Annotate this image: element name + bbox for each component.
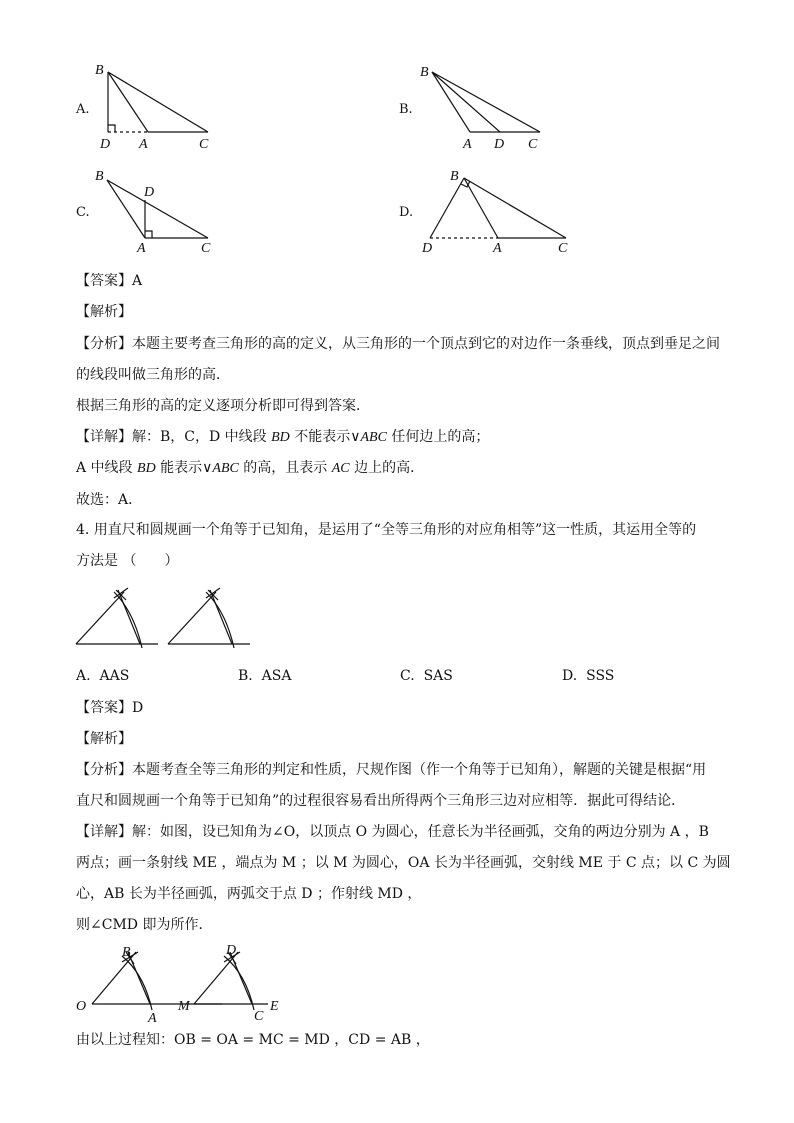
triangle-abc: ∨ABC — [350, 430, 387, 445]
point-a: A — [139, 137, 148, 152]
figure-q3-b — [418, 62, 548, 152]
q3-choose: 故选：A． — [76, 492, 143, 508]
figure-q4-labeled — [70, 938, 300, 1028]
q3-detail-line2 — [76, 458, 424, 479]
point-b: B — [95, 169, 104, 184]
point-a: A — [137, 241, 146, 256]
point-d: D — [422, 241, 433, 256]
q4-option-a — [76, 666, 129, 686]
segment-ac: AC — [331, 461, 350, 476]
q4-detail-line3: 心，AB 长为半径画弧，两弧交于点 D ；作射线 MD ， — [76, 886, 422, 902]
q4-option-c — [400, 666, 453, 686]
option-text: AAS — [99, 668, 130, 684]
segment-bd: BD — [137, 461, 156, 476]
text-segment: 任何边上的高； — [386, 429, 490, 445]
option-d-label: D. — [399, 205, 414, 220]
point-c: C — [199, 137, 209, 152]
point-a: A — [493, 241, 502, 256]
q3-answer: 【答案】A — [76, 273, 143, 289]
q4-detail-line4: 则∠CMD 即为所作． — [76, 917, 213, 933]
text-segment: A 中线段 — [76, 460, 138, 476]
point-a: A — [148, 1011, 157, 1026]
q4-conclusion: 由以上过程知：OB = OA = MC = MD ，CD = AB ， — [76, 1032, 430, 1048]
option-key: B. — [238, 668, 253, 684]
point-c: C — [254, 1009, 264, 1024]
option-b-label: B. — [399, 102, 413, 117]
option-key: D. — [562, 668, 578, 684]
q4-option-d — [562, 666, 614, 686]
q4-analysis-line2: 直尺和圆规画一个角等于已知角”的过程很容易看出所得两个三角形三边对应相等．据此可得结论． — [76, 793, 686, 809]
q4-answer: 【答案】D — [76, 700, 144, 716]
text-segment: 边上的高． — [349, 460, 425, 476]
point-b: B — [420, 65, 429, 80]
point-a: A — [463, 137, 472, 152]
q3-detail-line1 — [76, 427, 489, 448]
text-segment: 不能表示 — [289, 429, 351, 445]
point-c: C — [558, 241, 568, 256]
q4-analysis-heading: 【解析】 — [76, 731, 132, 747]
point-o: O — [76, 999, 87, 1014]
text-segment: 能表示 — [155, 460, 203, 476]
figure-q3-c — [95, 166, 225, 256]
point-d: D — [144, 185, 155, 200]
figure-q3-d — [418, 166, 578, 256]
q3-analysis-line2: 的线段叫做三角形的高． — [76, 367, 230, 383]
q4-stem-line1: 4. 用直尺和圆规画一个角等于已知角，是运用了“全等三角形的对应角相等”这一性质，其运用全等的 — [76, 522, 697, 538]
point-b: B — [450, 169, 459, 184]
option-text: SSS — [586, 668, 615, 684]
q4-analysis-line1: 【分析】本题考查全等三角形的判定和性质，尺规作图（作一个角等于已知角），解题的关键是根据“用 — [76, 762, 707, 778]
q4-detail-line1: 【详解】解：如图，设已知角为∠O，以顶点 O 为圆心，任意长为半径画弧，交角的两边分别为 A ，B — [76, 824, 709, 840]
option-key: A. — [76, 668, 91, 684]
point-d: D — [226, 943, 237, 958]
point-d: D — [100, 137, 111, 152]
point-b: B — [95, 63, 104, 78]
text-segment: 【详解】解：B，C，D 中线段 — [76, 429, 272, 445]
q4-option-b — [238, 666, 291, 686]
point-m: M — [178, 999, 190, 1014]
point-b: B — [122, 945, 131, 960]
text-segment: 的高，且表示 — [238, 460, 332, 476]
q3-analysis-heading: 【解析】 — [76, 304, 132, 320]
q3-analysis-line3: 根据三角形的高的定义逐项分析即可得到答案． — [76, 398, 370, 414]
point-e: E — [270, 999, 279, 1014]
option-c-label: C. — [76, 205, 90, 220]
segment-bd: BD — [271, 430, 290, 445]
q3-analysis-line1: 【分析】本题主要考查三角形的高的定义，从三角形的一个顶点到它的对边作一条垂线，顶点到垂足之间 — [76, 336, 720, 352]
triangle-abc: ∨ABC — [202, 461, 239, 476]
option-a-label: A. — [76, 102, 90, 117]
figure-q3-a — [95, 62, 225, 152]
option-text: ASA — [261, 668, 292, 684]
option-text: SAS — [423, 668, 453, 684]
figure-q4-construction — [74, 584, 254, 654]
point-c: C — [528, 137, 538, 152]
point-d: D — [494, 137, 505, 152]
q4-detail-line2: 两点；画一条射线 ME ，端点为 M ；以 M 为圆心，OA 长为半径画弧，交射线 ME 于 C 点；以 C 为圆 — [76, 855, 731, 871]
q4-stem-line2: 方法是 （ ） — [76, 553, 179, 569]
option-key: C. — [400, 668, 415, 684]
point-c: C — [201, 241, 211, 256]
